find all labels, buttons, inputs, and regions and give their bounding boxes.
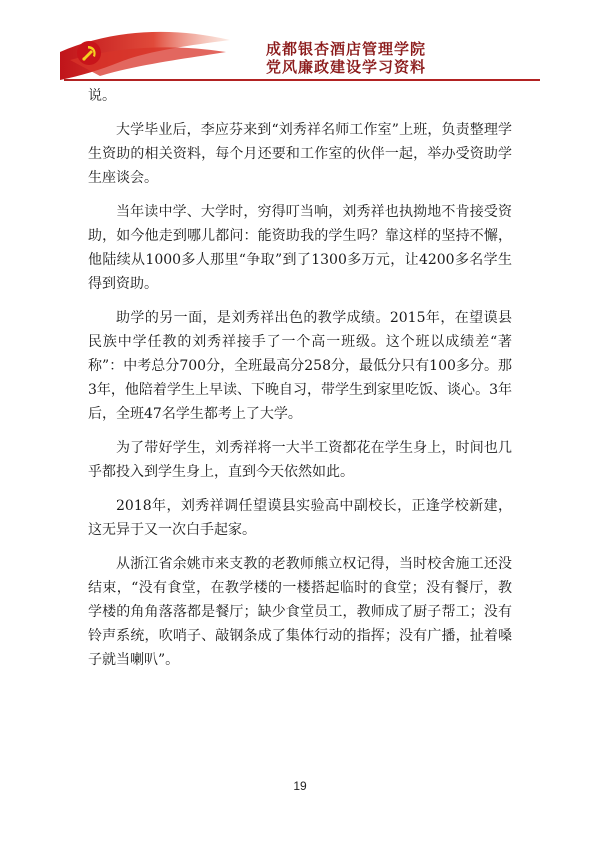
header-divider [64,79,540,81]
paragraph: 为了带好学生，刘秀祥将一大半工资都花在学生身上，时间也几乎都投入到学生身上，直到今天依然如此。 [88,440,512,480]
paragraph-continuation: 说。 [88,88,116,104]
header-title-line2: 党风廉政建设学习资料 [265,58,426,76]
header-title-line1: 成都银杏酒店管理学院 [265,40,426,58]
paragraph: 从浙江省余姚市来支教的老教师熊立权记得，当时校舍施工还没结束，“没有食堂，在教学楼的一楼搭起临时的食堂；没有餐厅，教学楼的角角落落都是餐厅；缺少食堂员工，教师成了厨子帮工；没有铃声系统，吹哨子、敲钢条成了集体行动的指挥；没有广播，扯着嗓子就当喇叭”。 [88,556,512,668]
paragraph: 助学的另一面，是刘秀祥出色的教学成绩。2015年，在望谟县民族中学任教的刘秀祥接手了一个高一班级。这个班以成绩差“著称”：中考总分700分，全班最高分258分，最低分只有100多分。那3年，他陪着学生上早读、下晚自习，带学生到家里吃饭、谈心。3年后，全班47名学生都考上了大学。 [88,310,512,422]
page-number: 19 [293,779,307,793]
party-emblem-icon [76,40,102,66]
paragraph: 2018年，刘秀祥调任望谟县实验高中副校长，正逢学校新建，这无异于又一次白手起家。 [88,498,512,538]
paragraph: 大学毕业后，李应芬来到“刘秀祥名师工作室”上班，负责整理学生资助的相关资料，每个月还要和工作室的伙伴一起，举办受资助学生座谈会。 [88,122,512,186]
page-header [0,0,600,86]
document-body [88,84,512,672]
paragraph: 当年读中学、大学时，穷得叮当响，刘秀祥也执拗地不肯接受资助，如今他走到哪儿都问：能资助我的学生吗？靠这样的坚持不懈，他陆续从1000多人那里“争取”到了1300多万元，让4200多名学生得到资助。 [88,204,512,292]
